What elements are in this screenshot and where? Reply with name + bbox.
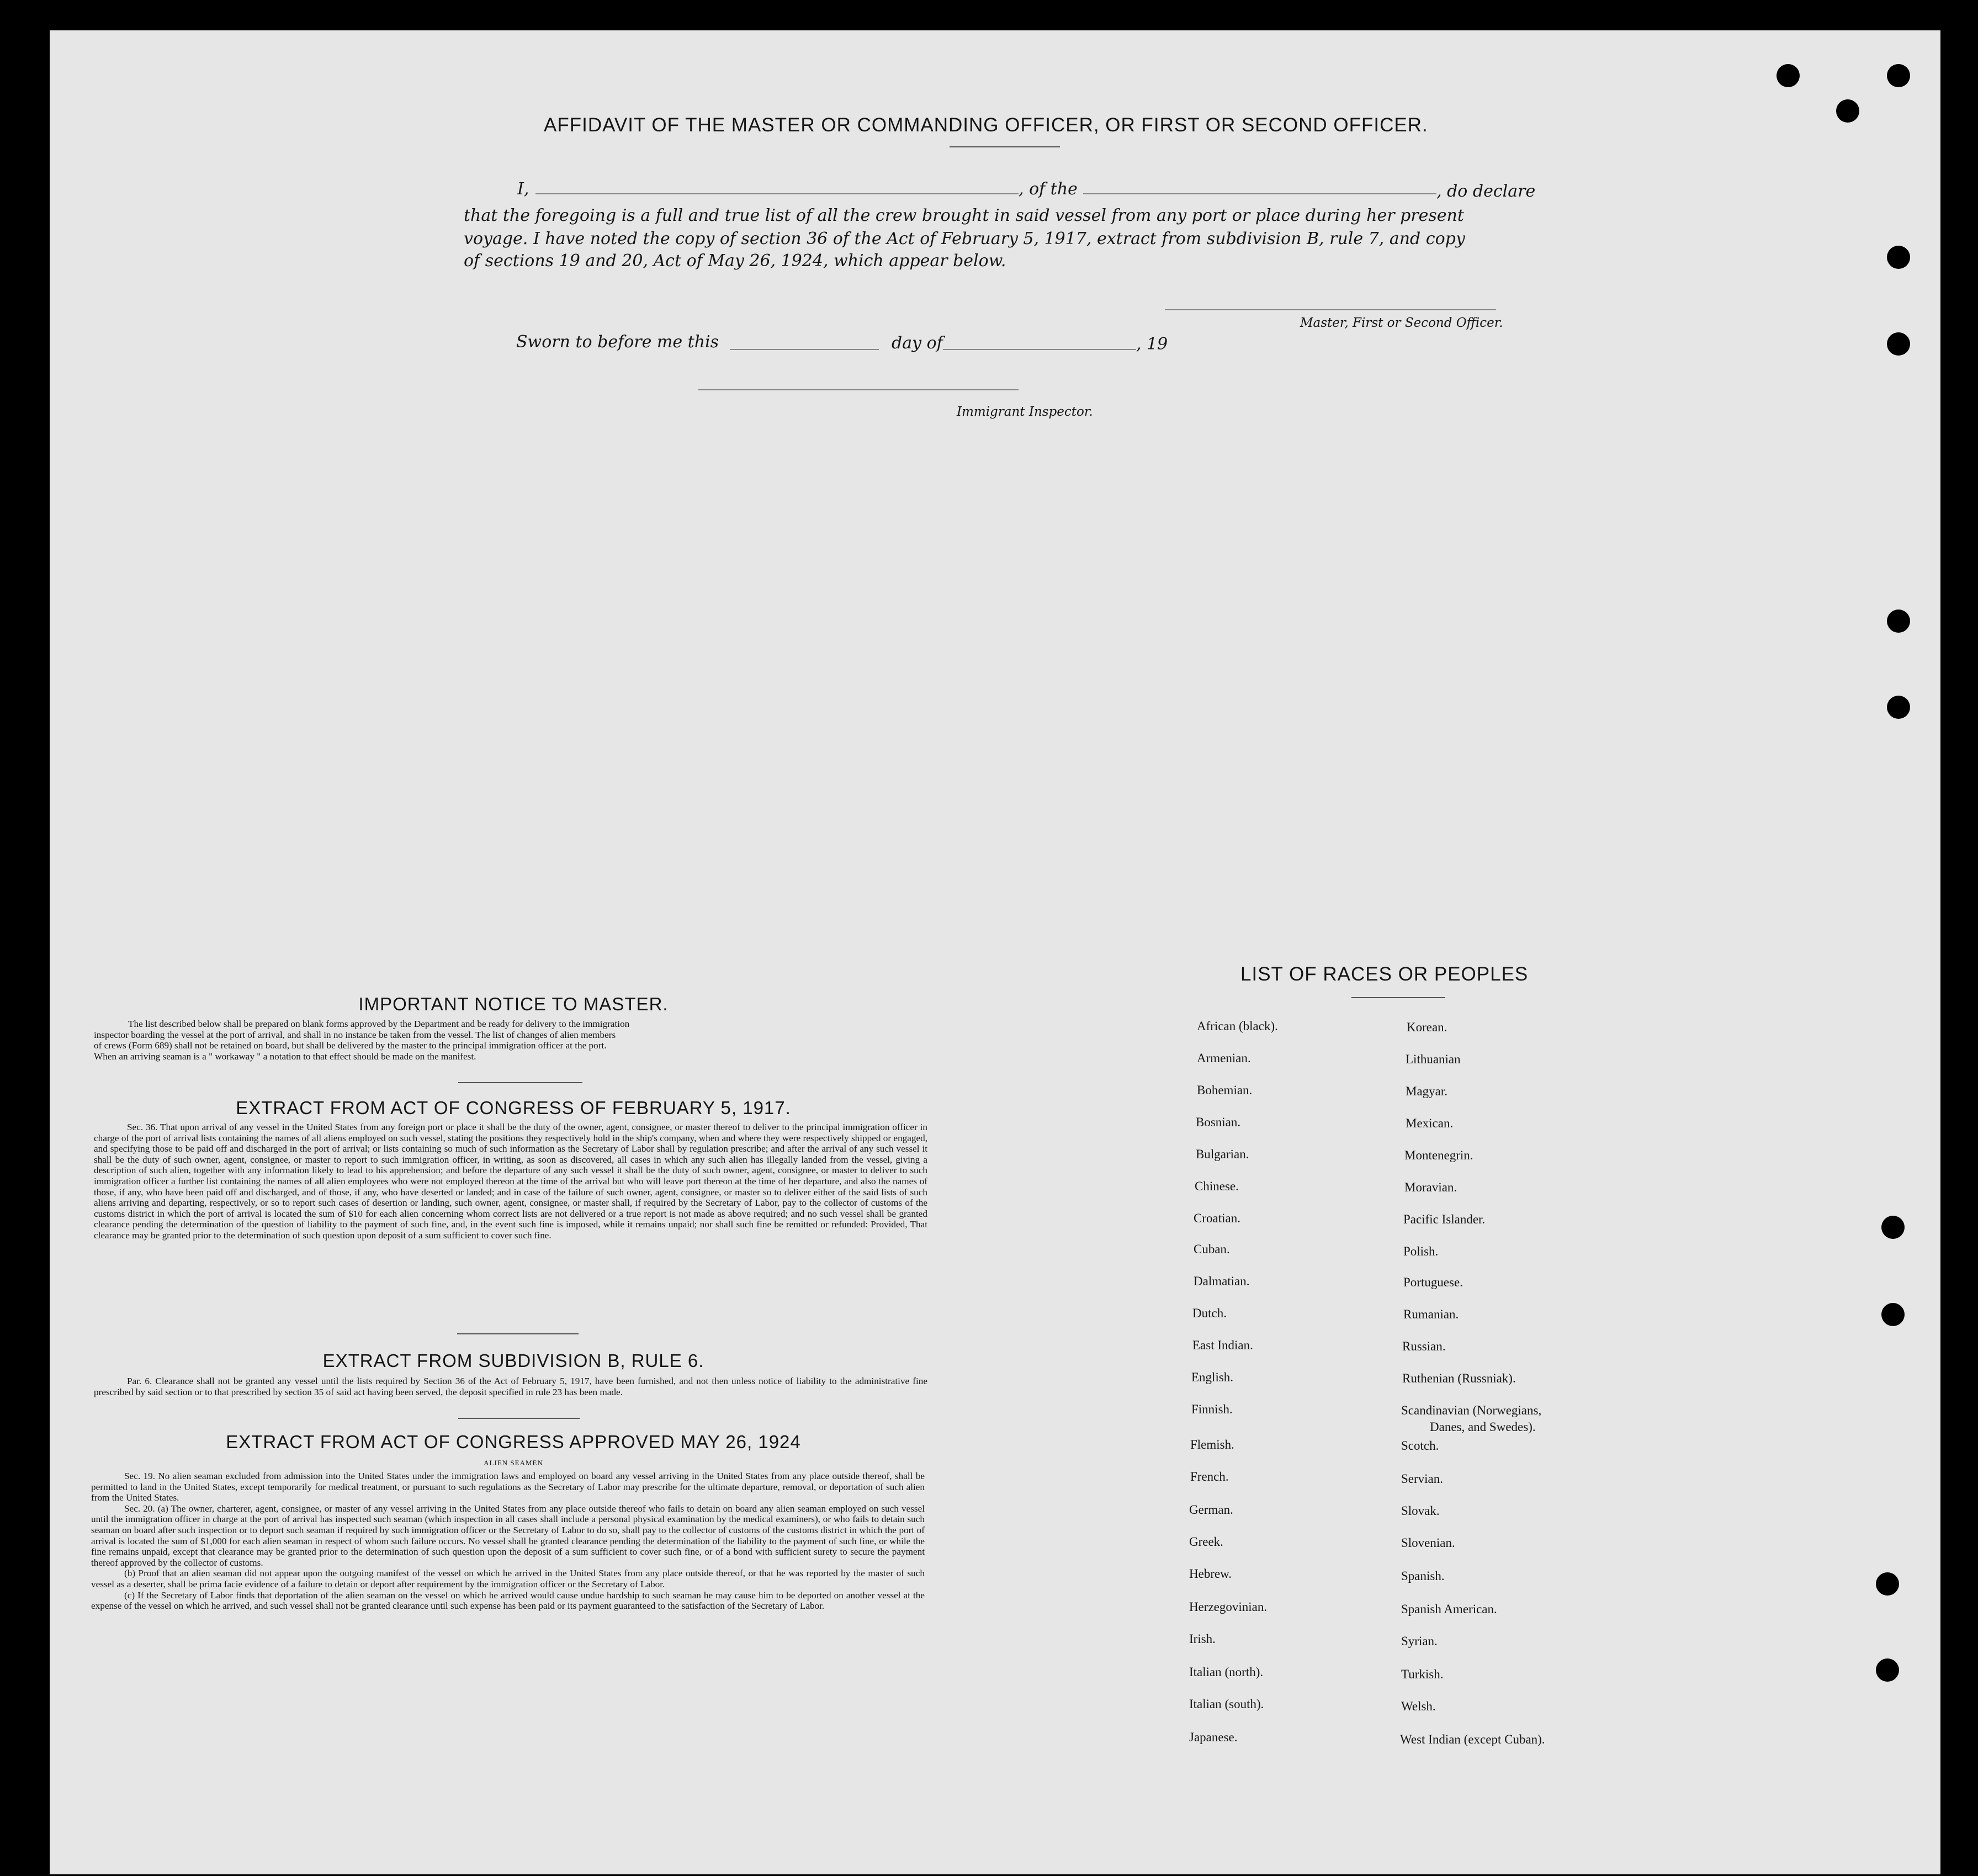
punch-hole <box>1881 1216 1905 1239</box>
affidavit-body-line-2: voyage. I have noted the copy of section 36 of the Act of February 5, 1917, extract from subdivision B, rule 7, and copy <box>464 229 1465 248</box>
race-item: Spanish American. <box>1401 1602 1497 1616</box>
race-item: Pacific Islander. <box>1403 1212 1486 1226</box>
notice-line: The list described below shall be prepared on blank forms approved by the Department and be ready for delivery to the immigration <box>128 1019 630 1029</box>
affidavit-body-line-1: that the foregoing is a full and true list of all the crew brought in said vessel from any port or place during her present <box>464 206 1464 225</box>
race-item: Hebrew. <box>1189 1567 1232 1581</box>
race-item: Syrian. <box>1401 1634 1438 1648</box>
notice-line: of crews (Form 689) shall not be retained on board, but shall be delivered by the master to the principal immigration officer at the port. <box>94 1040 607 1051</box>
race-item: Welsh. <box>1401 1699 1436 1713</box>
race-item: Finnish. <box>1191 1402 1233 1416</box>
extract-rule6-text <box>94 1376 927 1397</box>
title-divider <box>950 146 1060 147</box>
punch-hole <box>1887 610 1910 633</box>
race-item: Moravian. <box>1404 1180 1457 1194</box>
extract-1917-paragraph: Sec. 36. That upon arrival of any vessel in the United States from any foreign port or place it shall be the duty of the owner, agent, consignee, or master thereof to deliver to the principal immigration officer in charge of the port of arrival lists containing the names of all aliens employed on such vessel, stating the positions they respectively hold in the ship's company, when and where they were respectively shipped or engaged, and specifying those to be paid off and discharged in the port of arrival; or lists containing so much of such information as the Secretary of Labor shall by regulation prescribe; and after the arrival of any such vessel it shall be the duty of such owner, agent, consignee, or master to report to such immigration officer, in writing, as soon as discovered, all cases in which any such alien has illegally landed from the vessel, giving a description of such alien, together with any information likely to lead to his apprehension; and before the departure of any such vessel it shall be the duty of such owner, agent, consignee, or master to deliver to such immigration officer a further list containing the names of all alien employees who were not employed thereon at the time of the arrival but who will leave port thereon at the time of her departure, and also the names of those, if any, who have been paid off and discharged, and of those, if any, who have deserted or landed; and in case of the failure of such owner, agent, consignee, or master so to deliver either of the said lists of such aliens arriving and departing, respectively, or so to report such cases of desertion or landing, such owner, agent, consignee, or master shall, if required by the Secretary of Labor, pay to the collector of customs of the customs district in which the port of arrival is located the sum of $10 for each alien concerning whom correct lists are not delivered or a true report is not made as above required; and no such vessel shall be granted clearance pending the determination of the question of liability to the payment of such fine, and, in the event such fine is imposed, while it remains unpaid; nor shall such fine be remitted or refunded: Provided, That clearance may be granted prior to the determination of such question upon deposit of a sum sufficient to cover such fine. <box>94 1122 927 1241</box>
extract-1917-title: EXTRACT FROM ACT OF CONGRESS OF FEBRUARY 5, 1917. <box>236 1098 791 1118</box>
race-item: Spanish. <box>1401 1569 1445 1583</box>
inspector-signature-line[interactable] <box>698 389 1019 390</box>
extract-1924-paragraph: (b) Proof that an alien seaman did not appear upon the outgoing manifest of the vessel on which he arrived in the United States from any place outside thereof, or that he was reported by the master of such vessel as a deserter, shall be prima facie evidence of a failure to detain or deport after requirement by the immigration officer or the Secretary of Labor. <box>91 1568 925 1589</box>
race-item: Irish. <box>1189 1632 1216 1646</box>
affidavit-body-line-3: of sections 19 and 20, Act of May 26, 1924, which appear below. <box>464 251 1006 271</box>
race-item: Ruthenian (Russniak). <box>1402 1371 1516 1385</box>
race-item: Rumanian. <box>1403 1307 1459 1321</box>
extract-1924-text <box>91 1471 925 1612</box>
race-item: Croatian. <box>1194 1211 1240 1225</box>
race-item: Slovenian. <box>1401 1536 1455 1550</box>
race-item: Bosnian. <box>1196 1115 1241 1129</box>
affidavit-declare-label: , do declare <box>1436 182 1536 201</box>
notice-text <box>94 1019 927 1062</box>
sworn-day-blank[interactable] <box>730 349 879 350</box>
race-item: Magyar. <box>1406 1084 1448 1098</box>
punch-hole <box>1887 332 1910 356</box>
sworn-label: Sworn to before me this <box>516 332 719 352</box>
race-item: French. <box>1190 1470 1229 1483</box>
extract-1924-paragraph: Sec. 20. (a) The owner, charterer, agent, consignee, or master of any vessel arriving in the United States from any place outside thereof who fails to detain on board any alien seaman employed on such vessel until the immigration officer in charge at the port of arrival has inspected such seaman (which inspection in all cases shall include a personal physical examination by the medical examiners), or who fails to detain such seaman on board after such inspection or to deport such seaman if required by such immigration officer or the Secretary of Labor to do so, shall pay to the collector of customs of the customs district in which the port of arrival is located the sum of $1,000 for each alien seaman in respect of whom such failure occurs. No vessel shall be granted clearance pending the determination of the liability to the payment of such fine, or while the fine remains unpaid, except that clearance may be granted prior to the determination of such question upon the deposit of a sum sufficient to cover such fine, or of a bond with sufficient surety to secure the payment thereof approved by the collector of customs. <box>91 1503 925 1568</box>
race-item: Russian. <box>1402 1339 1446 1353</box>
punch-hole <box>1836 99 1859 123</box>
race-item: Italian (north). <box>1189 1665 1264 1679</box>
sworn-month-blank[interactable] <box>943 349 1136 350</box>
affidavit-of-the-label: , of the <box>1019 179 1078 199</box>
races-title: LIST OF RACES OR PEOPLES <box>1240 963 1529 985</box>
master-signature-line[interactable] <box>1165 309 1496 310</box>
affidavit-title: AFFIDAVIT OF THE MASTER OR COMMANDING OFFICER, OR FIRST OR SECOND OFFICER. <box>544 114 1428 136</box>
race-item: Turkish. <box>1401 1667 1444 1681</box>
section-divider <box>458 1418 580 1419</box>
race-item: Armenian. <box>1197 1051 1251 1065</box>
race-item: German. <box>1189 1503 1233 1517</box>
race-item: Servian. <box>1401 1472 1444 1486</box>
race-item: Danes, and Swedes). <box>1430 1420 1536 1434</box>
race-item: Greek. <box>1189 1535 1223 1549</box>
punch-hole <box>1881 1303 1905 1326</box>
race-item: Bulgarian. <box>1196 1147 1249 1161</box>
race-item: Dalmatian. <box>1194 1274 1250 1288</box>
punch-hole <box>1876 1658 1899 1682</box>
extract-rule6-title: EXTRACT FROM SUBDIVISION B, RULE 6. <box>322 1350 704 1371</box>
punch-hole <box>1876 1572 1899 1596</box>
extract-1924-paragraph: Sec. 19. No alien seaman excluded from admission into the United States under the immigration laws and employed on board any vessel arriving in the United States from any place outside thereof, shall be permitted to land in the United States, except temporarily for medical treatment, or pursuant to such regulations as the Secretary of Labor may prescribe for the ultimate departure, removal, or deportation of such alien from the United States. <box>91 1471 925 1503</box>
section-divider <box>457 1333 579 1334</box>
race-item: Bohemian. <box>1197 1083 1253 1097</box>
punch-hole <box>1887 64 1910 87</box>
race-item: English. <box>1191 1370 1234 1384</box>
extract-1924-subtitle: ALIEN SEAMEN <box>484 1459 543 1467</box>
punch-hole <box>1887 696 1910 719</box>
race-item: Portuguese. <box>1403 1275 1463 1289</box>
race-item: Italian (south). <box>1189 1697 1264 1711</box>
punch-hole <box>1887 246 1910 269</box>
section-divider <box>458 1082 582 1083</box>
notice-title: IMPORTANT NOTICE TO MASTER. <box>358 994 669 1014</box>
race-item: Lithuanian <box>1406 1052 1461 1066</box>
races-title-divider <box>1351 997 1445 998</box>
race-item: Polish. <box>1403 1244 1439 1258</box>
name-blank[interactable] <box>535 193 1019 194</box>
race-item: Scotch. <box>1401 1439 1439 1453</box>
vessel-blank[interactable] <box>1083 193 1436 194</box>
master-signature-label: Master, First or Second Officer. <box>1300 316 1503 330</box>
race-item: Cuban. <box>1194 1242 1230 1256</box>
race-item: Montenegrin. <box>1404 1148 1473 1162</box>
extract-1924-paragraph: (c) If the Secretary of Labor finds that deportation of the alien seaman on the vessel on which he arrived would cause undue hardship to such seaman he may cause him to be deported on another vessel at the expense of the vessel on which he arrived, and such vessel shall not be granted clearance until such expense has been paid or its payment guaranteed to the satisfaction of the Secretary of Labor. <box>91 1589 925 1612</box>
affidavit-i-label: I, <box>517 179 529 199</box>
race-item: Flemish. <box>1190 1438 1234 1451</box>
notice-line: When an arriving seaman is a " workaway " a notation to that effect should be made on the manifest. <box>94 1051 476 1062</box>
inspector-label: Immigrant Inspector. <box>957 405 1093 419</box>
year-label: , 19 <box>1136 335 1168 354</box>
extract-1917-text <box>94 1122 927 1241</box>
race-item: Japanese. <box>1189 1730 1238 1744</box>
race-item: East Indian. <box>1192 1338 1253 1352</box>
race-item: Chinese. <box>1195 1179 1239 1193</box>
day-of-label: day of <box>892 333 943 353</box>
race-item: Mexican. <box>1406 1116 1454 1130</box>
race-item: West Indian (except Cuban). <box>1400 1732 1545 1746</box>
extract-rule6-paragraph: Par. 6. Clearance shall not be granted any vessel until the lists required by Section 36 of the Act of February 5, 1917, have been furnished, and not then unless notice of liability to the administrative fine prescribed by said section or to that prescribed by section 35 of said act having been served, the deposit specified in rule 23 has been made. <box>94 1376 927 1397</box>
extract-1924-title: EXTRACT FROM ACT OF CONGRESS APPROVED MAY 26, 1924 <box>226 1432 801 1452</box>
race-item: Dutch. <box>1192 1306 1227 1320</box>
race-item: Herzegovinian. <box>1189 1600 1268 1614</box>
race-item: Scandinavian (Norwegians, <box>1401 1403 1542 1417</box>
race-item: African (black). <box>1197 1019 1278 1033</box>
race-item: Slovak. <box>1401 1504 1440 1518</box>
notice-line: inspector boarding the vessel at the port of arrival, and shall in no instance be taken from the vessel. The list of changes of alien members <box>94 1029 616 1040</box>
punch-hole <box>1777 64 1800 87</box>
race-item: Korean. <box>1407 1020 1447 1034</box>
